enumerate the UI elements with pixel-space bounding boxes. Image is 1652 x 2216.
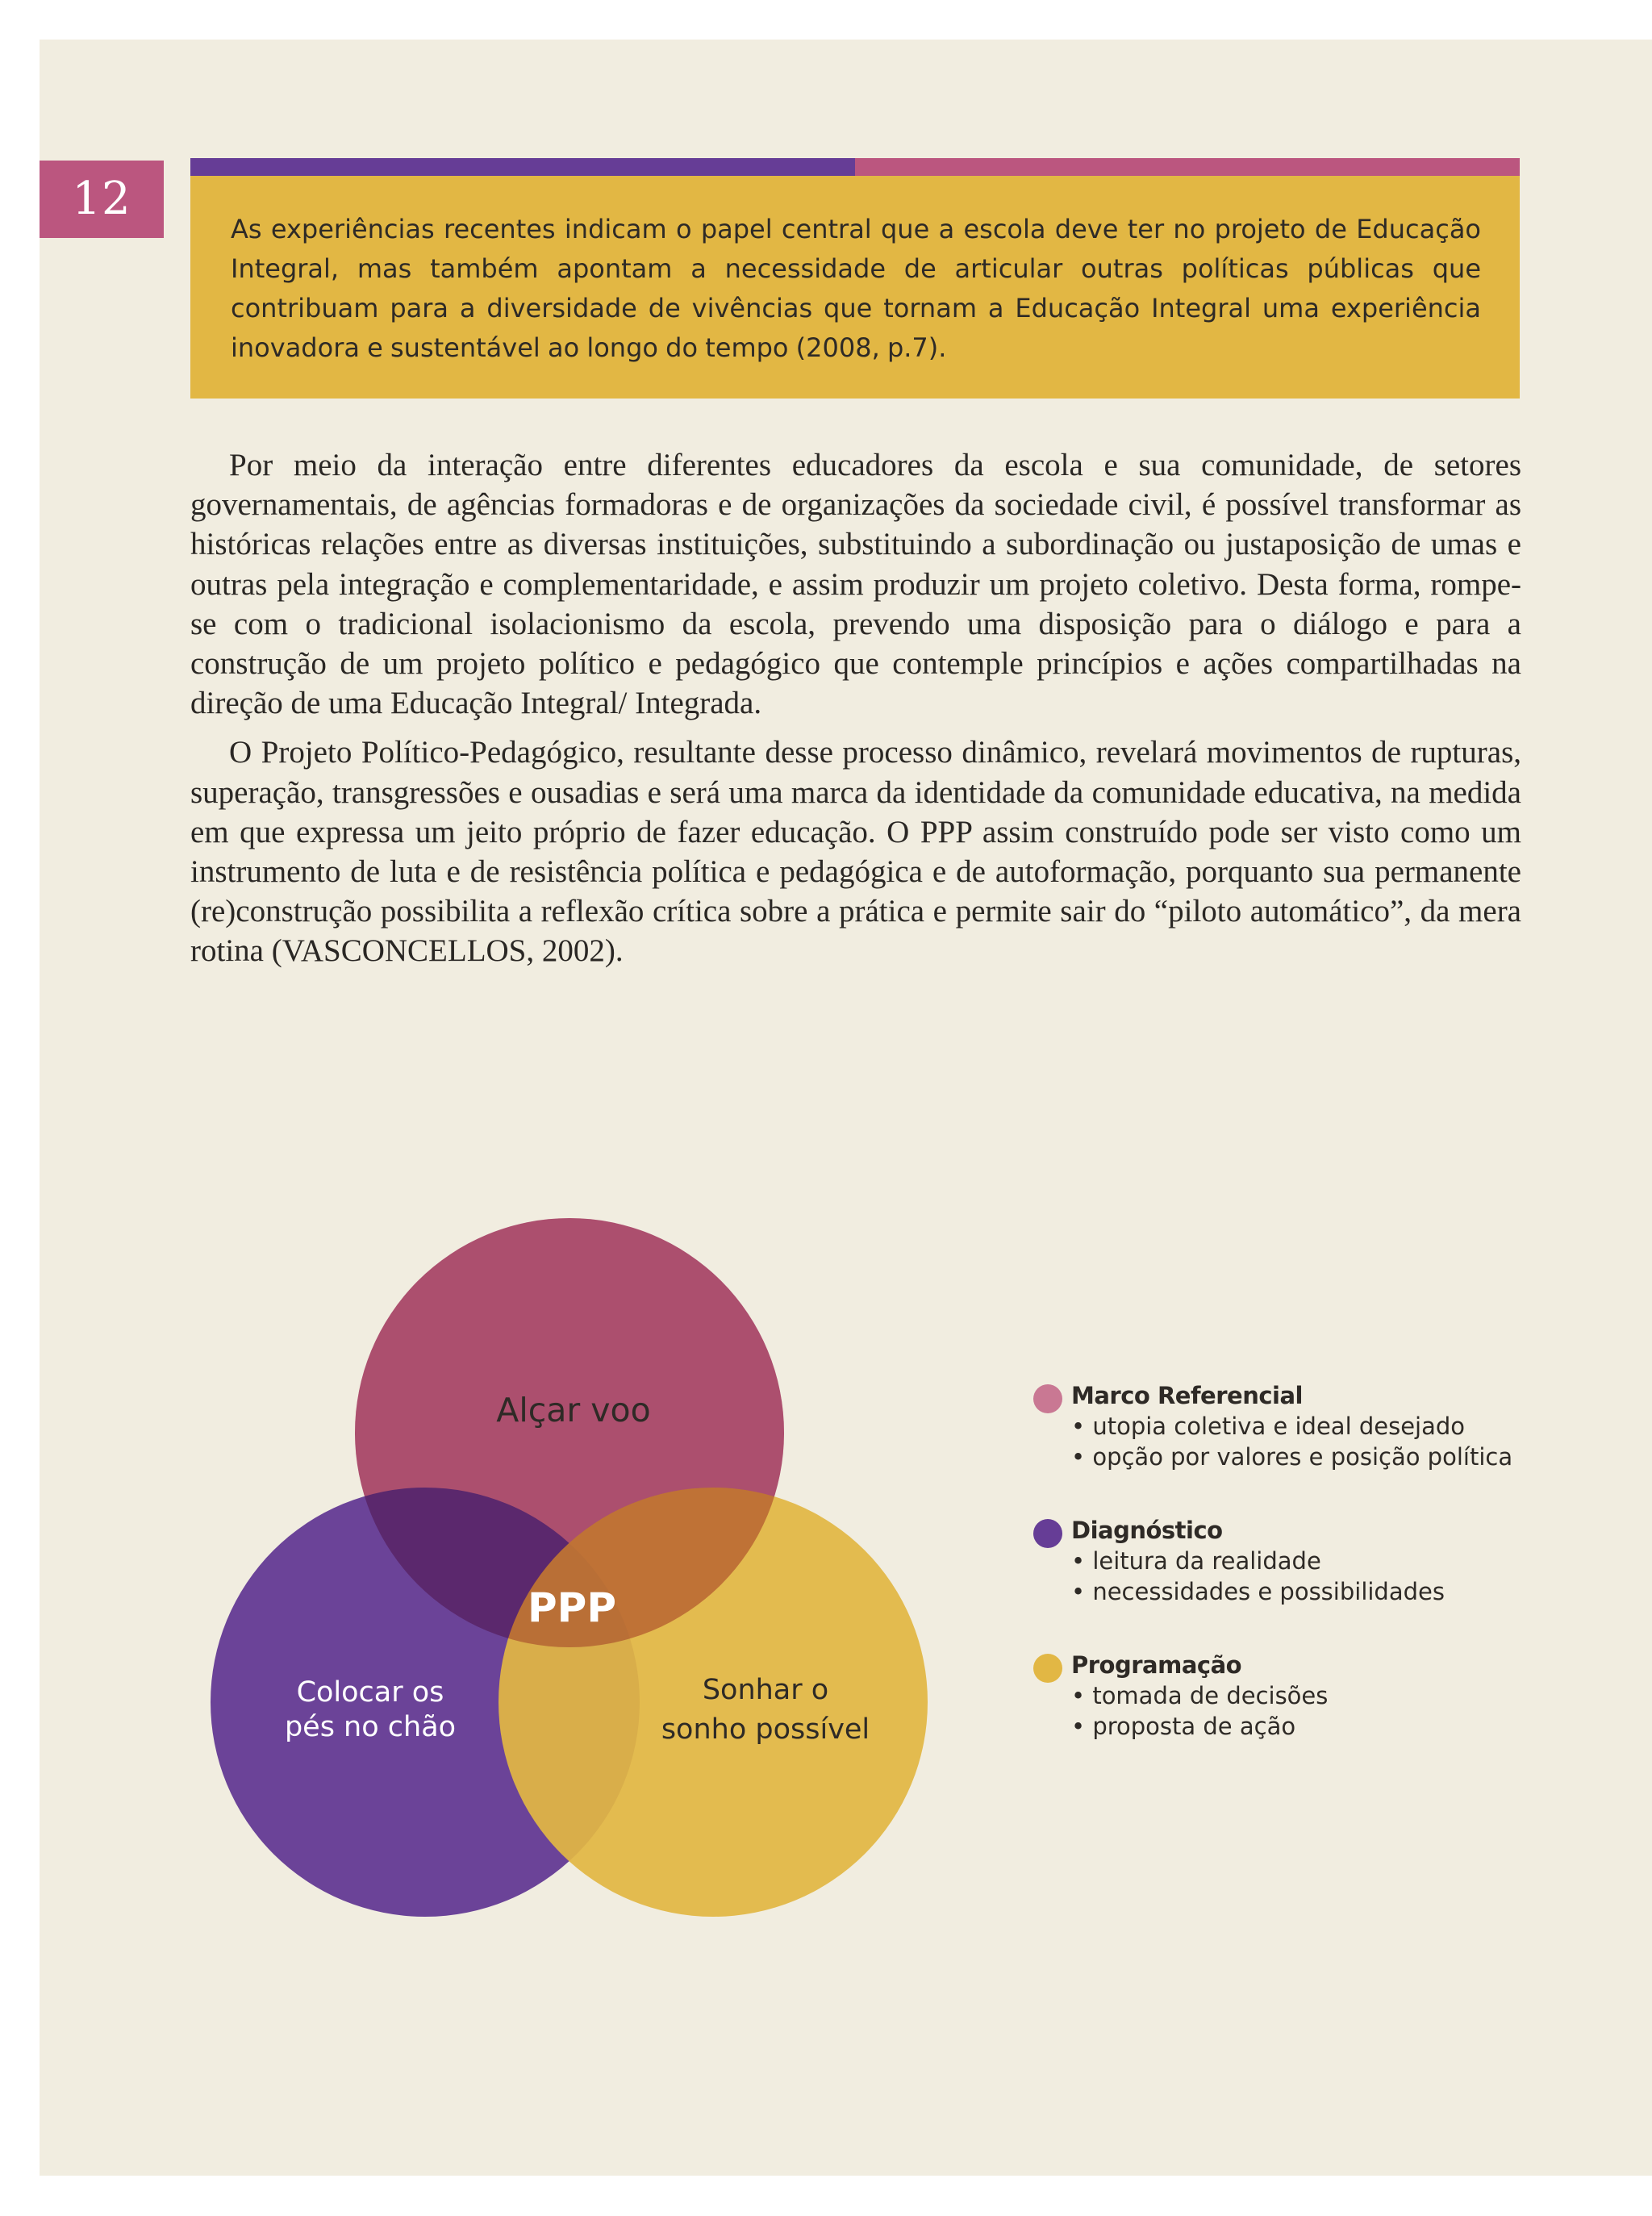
legend-bullet: • opção por valores e posição política bbox=[1071, 1443, 1513, 1471]
legend-item-programacao bbox=[1033, 1650, 1598, 1742]
quote-box bbox=[190, 158, 1520, 399]
legend-bullet: • necessidades e possibilidades bbox=[1071, 1578, 1445, 1605]
legend-bullet: • tomada de decisões bbox=[1071, 1682, 1329, 1709]
venn-legend bbox=[1033, 1380, 1598, 1784]
venn-label-left bbox=[249, 1676, 491, 1745]
venn-label-top: Alçar voo bbox=[496, 1391, 651, 1429]
venn-label-right bbox=[636, 1671, 895, 1750]
venn-label-right-line1: Sonhar o bbox=[702, 1674, 829, 1706]
venn-label-left-line1: Colocar os bbox=[296, 1676, 444, 1709]
page bbox=[40, 40, 1652, 2176]
quote-color-bar bbox=[190, 158, 1520, 176]
quote-bar-purple bbox=[190, 158, 855, 176]
venn-overlap-layer bbox=[355, 1218, 784, 1647]
legend-item-diagnostico bbox=[1033, 1515, 1598, 1607]
legend-bullet: • leitura da realidade bbox=[1071, 1547, 1321, 1575]
venn-label-center: PPP bbox=[528, 1584, 616, 1631]
legend-item-marco-referencial bbox=[1033, 1380, 1598, 1472]
venn-label-left-line2: pés no chão bbox=[284, 1711, 457, 1743]
venn-overlap-pink bbox=[355, 1218, 784, 1647]
quote-text: As experiências recentes indicam o papel central que a escola deve ter no projeto de Educação Integral, mas também apontam a necessidade de articular outras políticas públicas que contribuam para a diversidade de vivências que tornam a Educação Integral uma experiência inovadora e sustentável ao longo do tempo (2008, p.7). bbox=[231, 214, 1481, 363]
venn-diagram bbox=[209, 1209, 935, 1927]
page-number: 12 bbox=[40, 161, 164, 238]
legend-title: Diagnóstico bbox=[1071, 1517, 1223, 1544]
legend-title: Programação bbox=[1071, 1651, 1242, 1679]
body-paragraph-1: Por meio da interação entre diferentes educadores da escola e sua comunidade, de setores governamentais, de agências formadoras e de organizações da sociedade civil, é possível transformar as históricas relações entre as diversas instituições, substituindo a subordinação ou justaposição de umas e outras pela integração e complementaridade, e assim produzir um projeto coletivo. Desta forma, rompe-se com o tradicional isolacionismo da escola, prevendo uma disposição para o diálogo e para a construção de um projeto político e pedagógico que contemple princípios e ações compartilhadas na direção de uma Educação Integral/ Integrada. bbox=[190, 448, 1521, 721]
legend-title: Marco Referencial bbox=[1071, 1382, 1303, 1409]
quote-bar-pink bbox=[855, 158, 1520, 176]
legend-dot-purple bbox=[1033, 1519, 1062, 1548]
legend-dot-pink bbox=[1033, 1384, 1062, 1413]
legend-dot-gold bbox=[1033, 1654, 1062, 1683]
venn-circles bbox=[209, 1209, 935, 1927]
venn-label-right-line2: sonho possível bbox=[661, 1713, 870, 1746]
body-paragraph-2: O Projeto Político-Pedagógico, resultante desse processo dinâmico, revelará movimentos de rupturas, superação, transgressões e ousadias e será uma marca da identidade da comunidade educativa, na medida em que expressa um jeito próprio de fazer educação. O PPP assim construído pode ser visto como um instrumento de luta e de resistência política e pedagógica e de autoformação, porquanto sua permanente (re)construção possibilita a reflexão crítica sobre a prática e permite sair do “piloto automático”, da mera rotina (VASCONCELLOS, 2002). bbox=[190, 735, 1521, 969]
legend-bullet: • utopia coletiva e ideal desejado bbox=[1071, 1413, 1466, 1440]
body-text bbox=[190, 445, 1521, 981]
legend-bullet: • proposta de ação bbox=[1071, 1713, 1296, 1740]
